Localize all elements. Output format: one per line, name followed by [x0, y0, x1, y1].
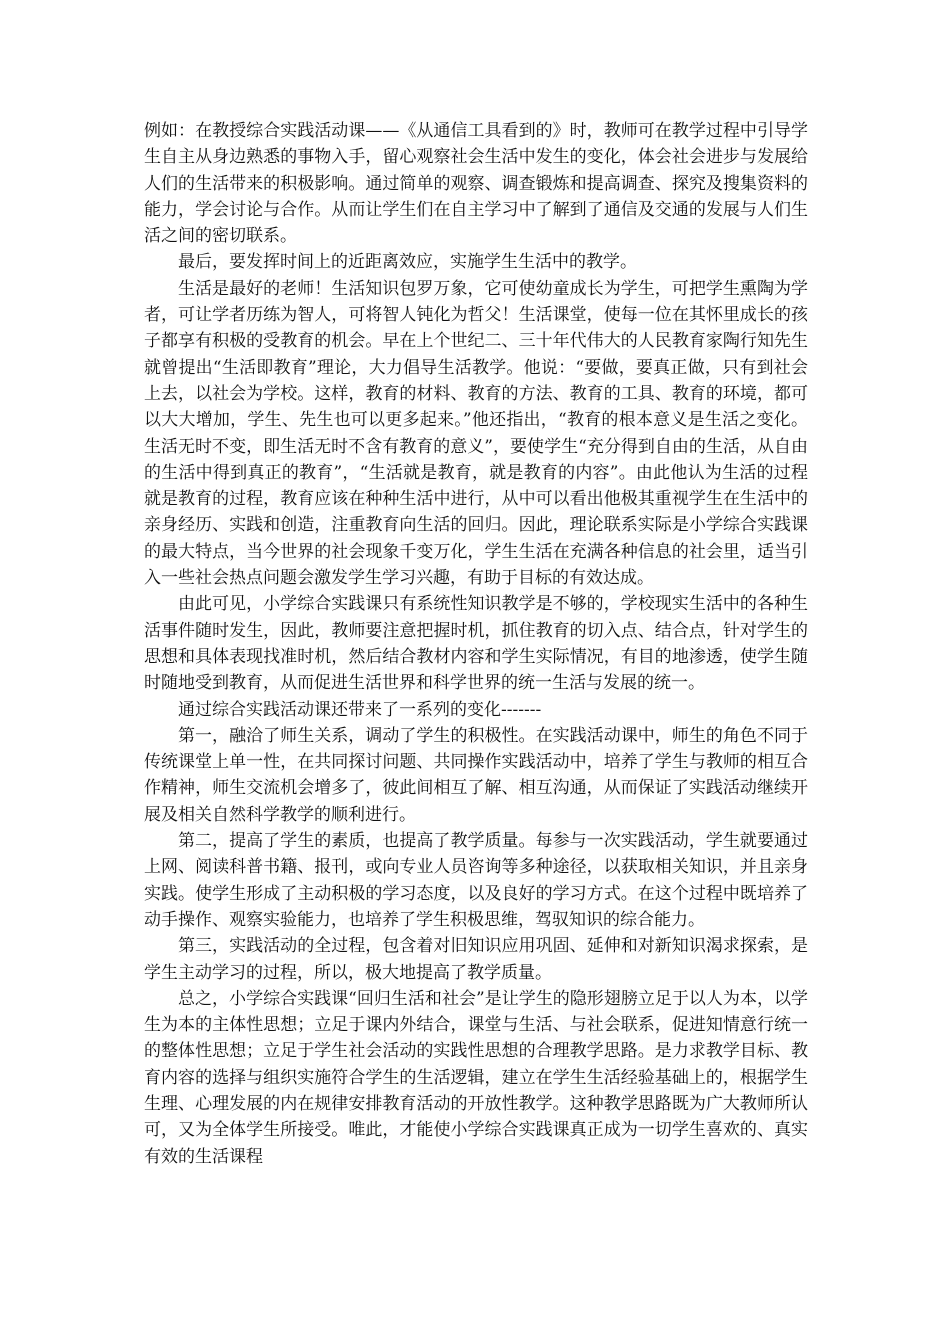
paragraph-second-change: 第二，提高了学生的素质，也提高了教学质量。每参与一次实践活动，学生就要通过上网、阅读科普书籍、报刊，或向专业人员咨询等多种途径，以获取相关知识，并且亲身实践。使学生形成了主动积极的学习态度，以及良好的学习方式。在这个过程中既培养了动手操作、观察实验能力，也培养了学生积极思维，驾驭知识的综合能力。 — [144, 831, 808, 930]
document-page — [144, 118, 808, 1170]
paragraph-example: 例如：在教授综合实践活动课——《从通信工具看到的》时，教师可在教学过程中引导学生自主从身边熟悉的事物入手，留心观察社会生活中发生的变化，体会社会进步与发展给人们的生活带来的积极影响。通过简单的观察、调查锻炼和提高调查、探究及搜集资料的能力，学会讨论与合作。从而让学生们在自主学习中了解到了通信及交通的发展与人们生活之间的密切联系。 — [144, 121, 808, 247]
paragraph-changes-intro: 通过综合实践活动课还带来了一系列的变化------- — [178, 699, 542, 720]
paragraph-conclusion-visible: 由此可见，小学综合实践课只有系统性知识教学是不够的，学校现实生活中的各种生活事件随时发生，因此，教师要注意把握时机，抓住教育的切入点、结合点，针对学生的思想和具体表现找准时机，然后结合教材内容和学生实际情况，有目的地渗透，使学生随时随地受到教育，从而促进生活世界和科学世界的统一生活与发展的统一。 — [144, 594, 808, 694]
paragraph-life-teacher: 生活是最好的老师！生活知识包罗万象，它可使幼童成长为学生，可把学生熏陶为学者，可让学者历练为智人，可将智人钝化为哲父！生活课堂，使每一位在其怀里成长的孩子都享有积极的受教育的机会。早在上个世纪二、三十年代伟大的人民教育家陶行知先生就曾提出“生活即教育”理论，大力倡导生活教学。他说：“要做，要真正做，只有到社会上去，以社会为学校。这样，教育的材料、教育的方法、教育的工具、教育的环境，都可以大大增加，学生、先生也可以更多起来。”他还指出，“教育的根本意义是生活之变化。生活无时不变，即生活无时不含有教育的意义”，要使学生“充分得到自由的生活，从自由的生活中得到真正的教育”，“生活就是教育，就是教育的内容”。由此他认为生活的过程就是教育的过程，教育应该在种种生活中进行，从中可以看出他极其重视学生在生活中的亲身经历、实践和创造，注重教育向生活的回归。因此，理论联系实际是小学综合实践课的最大特点，当今世界的社会现象千变万化，学生生活在充满各种信息的社会里，适当引入一些社会热点问题会激发学生学习兴趣，有助于目标的有效达成。 — [144, 278, 808, 589]
paragraph-finally: 最后，要发挥时间上的近距离效应，实施学生生活中的教学。 — [178, 252, 637, 273]
paragraph-summary: 总之，小学综合实践课“回归生活和社会”是让学生的隐形翅膀立足于以人为本，以学生为本的主体性思想；立足于课内外结合，课堂与生活、与社会联系，促进知情意行统一的整体性思想；立足于学生社会活动的实践性思想的合理教学思路。是力求教学目标、教育内容的选择与组织实施符合学生的生活逻辑，建立在学生生活经验基础上的，根据学生生理、心理发展的内在规律安排教育活动的开放性教学。这种教学思路既为广大教师所认可，又为全体学生所接受。唯此，才能使小学综合实践课真正成为一切学生喜欢的、真实有效的生活课程 — [144, 988, 808, 1167]
paragraph-first-change: 第一，融洽了师生关系，调动了学生的积极性。在实践活动课中，师生的角色不同于传统课堂上单一性，在共同探讨问题、共同操作实践活动中，培养了学生与教师的相互合作精神，师生交流机会增多了，彼此间相互了解、相互沟通，从而保证了实践活动继续开展及相关自然科学教学的顺利进行。 — [144, 725, 808, 825]
paragraph-third-change: 第三，实践活动的全过程，包含着对旧知识应用巩固、延伸和对新知识渴求探索，是学生主动学习的过程，所以，极大地提高了教学质量。 — [144, 936, 808, 983]
